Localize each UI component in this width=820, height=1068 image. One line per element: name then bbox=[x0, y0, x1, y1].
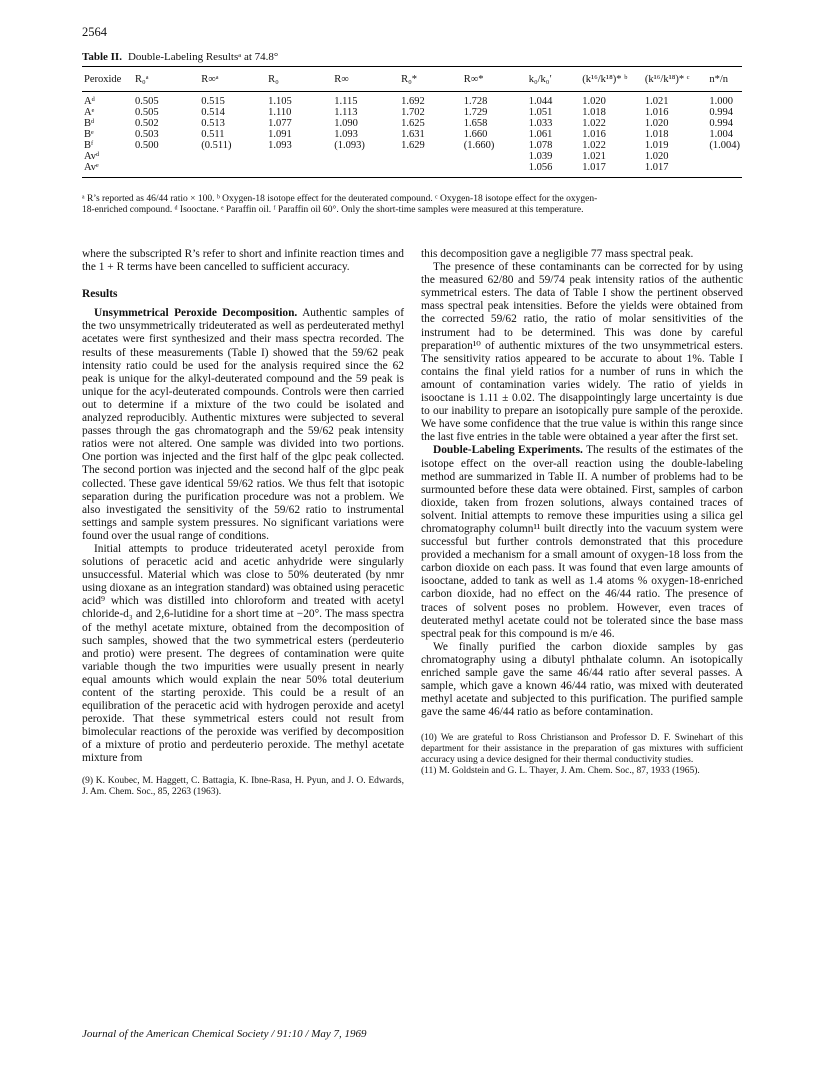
table-footnote: ᵃ R’s reported as 46/44 ratio × 100. ᵇ Oxygen-18 isotope effect for the deuterated compound. ᶜ Oxygen-18 isotope effect for the oxygen- bbox=[82, 194, 598, 204]
table-cell: 1.631 bbox=[401, 129, 425, 140]
reference-11: (11) M. Goldstein and G. L. Thayer, J. Am. Chem. Soc., 87, 1933 (1965). bbox=[421, 766, 700, 777]
table-cell: 0.515 bbox=[201, 96, 225, 107]
table-cell: 1.004 bbox=[709, 129, 733, 140]
table-cell bbox=[399, 162, 462, 178]
row-label: Aᵈ bbox=[84, 96, 95, 107]
table-cell: 0.500 bbox=[135, 140, 159, 151]
table-cell: 1.056 bbox=[527, 162, 580, 178]
row-label: Avᵉ bbox=[82, 162, 133, 178]
table-cell: 0.513 bbox=[201, 118, 225, 129]
table-cell: 1.020 bbox=[644, 151, 669, 162]
table-row bbox=[82, 140, 742, 151]
table-cell: 1.658 bbox=[463, 118, 488, 129]
col-header: R₀ bbox=[266, 67, 332, 92]
table-cell bbox=[133, 151, 199, 162]
table-cell: (0.511) bbox=[201, 140, 232, 151]
table-cell bbox=[332, 151, 399, 162]
table-cell: 1.044 bbox=[528, 96, 553, 107]
table-label: Table II. bbox=[82, 51, 122, 63]
table-cell bbox=[399, 151, 462, 162]
col-header: n*/n bbox=[707, 67, 742, 92]
paragraph: where the subscripted R’s refer to short and infinite reaction times and the 1 + R terms have been cancelled to sufficient accuracy. bbox=[82, 248, 404, 274]
row-label: Bᵈ bbox=[84, 118, 95, 129]
table-row bbox=[82, 162, 742, 178]
col-header: k₀/k₀′ bbox=[527, 67, 580, 92]
paragraph: Initial attempts to produce trideuterated acetyl peroxide from solutions of peracetic acid and acetic anhydride were singularly unsuccessful. Material which was close to 50% deuterated (by nmr using dioxane as an integration standard) was obtained using peracetic acid⁹ which was distilled into chloroform and treated with acetyl chloride-d₃ and 2,6-lutidine for a short time at −20°. The mass spectra of the methyl acetate mixture, obtained from the decomposition of such samples, showed that the two symmetrical esters (perdeuterio and protio) were present. The degrees of contamination were quite variable though the two impurities were usually present in nearly equal amounts which would explain the near 50% total deuterium content of the starting peroxide. This could be a result of an equilibration of the peracetic acid with hydrogen peroxide and acetyl peroxide. That these symmetrical esters could not result from bimolecular reactions of the peroxide was verified by decomposition of a mixture of protio and perdeuterio peroxide. The methyl acetate mixture from bbox=[82, 542, 404, 765]
table-cell: 0.503 bbox=[135, 129, 159, 140]
table-cell bbox=[707, 162, 742, 178]
double-labeling-table bbox=[82, 66, 742, 178]
table-row bbox=[82, 118, 742, 129]
table-cell bbox=[266, 162, 332, 178]
table-row bbox=[82, 92, 742, 108]
table-cell: 1.660 bbox=[463, 129, 488, 140]
table-cell: 1.629 bbox=[401, 140, 425, 151]
table-header-row bbox=[82, 67, 742, 92]
row-label: Avᵈ bbox=[84, 151, 100, 162]
table-cell: 1.105 bbox=[268, 96, 292, 107]
runin-heading: Unsymmetrical Peroxide Decomposition. bbox=[94, 307, 298, 320]
col-header: Peroxide bbox=[82, 67, 133, 92]
col-header: (k¹⁶/k¹⁸)* ᶜ bbox=[643, 67, 708, 92]
col-header: R∞* bbox=[462, 67, 527, 92]
table-cell: 0.994 bbox=[709, 118, 733, 129]
page-number: 2564 bbox=[82, 25, 107, 39]
table-cell: 1.061 bbox=[528, 129, 553, 140]
table-cell: 1.110 bbox=[268, 107, 292, 118]
table-row bbox=[82, 107, 742, 118]
table-cell: 1.077 bbox=[268, 118, 292, 129]
table-cell: 1.022 bbox=[582, 118, 606, 129]
table-cell: 1.017 bbox=[580, 162, 643, 178]
table-cell: 0.511 bbox=[201, 129, 225, 140]
table-cell: 1.625 bbox=[401, 118, 425, 129]
table-cell bbox=[332, 162, 399, 178]
table-cell: 1.702 bbox=[401, 107, 425, 118]
col-header: R₀* bbox=[399, 67, 462, 92]
table-cell bbox=[462, 151, 527, 162]
table-cell: 1.022 bbox=[582, 140, 606, 151]
reference-10: (10) We are grateful to Ross Christianson and Professor D. F. Swinehart of this department for their assistance in the preparation of gas mixtures with sufficient accuracy using a device designed for their thermal conductivity studies. bbox=[421, 733, 743, 766]
table-cell: 1.020 bbox=[644, 118, 669, 129]
table-cell bbox=[462, 162, 527, 178]
table-cell bbox=[199, 162, 266, 178]
paragraph-text: The results of the estimates of the isotope effect on the over-all reaction using the double-labeling method are summarized in Table II. A number of problems had to be surmounted before these data were obtained. First, samples of carbon dioxide, taken from frozen solutions, always contained traces of solvent. Initial attempts to remove these impurities using a silica gel chromatography column¹¹ built directly into the vacuum system were successful but further controls demonstrated that this procedure provided a mechanism for a small amount of oxygen-18 loss from the carbon dioxide on each pass. It was found that even large amounts of isooctane, added to tank as well as 1.4 atoms % oxygen-18-enriched carbon dioxide, had no effect on the 46/44 ratio. The presence of traces of solvent poses no problem. However, even traces of deuterated methyl acetate could not be tolerated since the base mass spectral peak for this compound is m/e 46. bbox=[421, 444, 743, 640]
table-cell: 1.039 bbox=[528, 151, 553, 162]
table-cell: 1.093 bbox=[334, 129, 358, 140]
table-cell: 1.000 bbox=[709, 96, 733, 107]
journal-footer: Journal of the American Chemical Society / 91:10 / May 7, 1969 bbox=[82, 1028, 367, 1040]
table-cell: (1.004) bbox=[709, 140, 740, 151]
table-cell: 1.692 bbox=[401, 96, 425, 107]
paragraph: The presence of these contaminants can be corrected for by using the measured 62/80 and 59/74 peak intensity ratios of the authentic symmetrical esters. The data of Table I show the pertinent observed mass spectral peak intensities. Before the yields were obtained from the corrected 59/62 ratio, the ratio of molar sensitivities of the instrument had to be determined. This was done by careful preparation¹⁰ of authentic mixtures of the two unsymmetrical esters. The sensitivity ratios appeared to be accurate to about 1%. Table I contains the final yield ratios for a number of runs in which the amount of contamination varies widely. The ratio of yields in isooctane is 1.11 ± 0.02. The disappointingly large uncertainty is due to our inability to prepare an isotopically pure sample of the peroxide. We have some confidence that the true value is within this range since the last five entries in the table were obtained a year after the first set. bbox=[421, 261, 743, 444]
table-cell: 1.113 bbox=[334, 107, 358, 118]
paragraph-text: Authentic samples of the two unsymmetrically trideuterated as well as perdeuterated methyl acetates were first synthesized and their mass spectra recorded. The results of these measurements (Table I) showed that the 59/62 peak intensity ratio could be used for the analysis required since the 62 peak is unique for the alkyl-deuterated compound and the 59 peak is unique for the acyl-deuterated compounds. Controls were then carried out to determine if a mixture of the two could be isolated and analyzed reproducibly. Authentic mixtures were subjected to several passes through the gas chromatograph and the 59/62 peak intensity ratios were not altered. One sample was divided into two portions. One portion was injected and the first half of the glpc peak collected. The second portion was injected and the second half of the glpc peak collected. These gave identical 59/62 ratios. We thus felt that isotopic separation during the purification procedure was not a problem. We also investigated the sensitivity of the 59/62 ratio to instrumental settings and sample system pressures. No significant variations were found over the usual range of conditions. bbox=[82, 307, 404, 542]
paragraph: We finally purified the carbon dioxide samples by gas chromatography using a dibutyl phthalate column. An isotopically enriched sample gave the same 46/44 ratio after several passes. A sample, which gave a known 46/44 ratio, was mixed with deuterated methyl acetate and subjected to this purification. The purified sample gave the same 46/44 ratio as before contamination. bbox=[421, 640, 743, 719]
table-cell: 1.019 bbox=[644, 140, 669, 151]
table-cell: 0.502 bbox=[135, 118, 159, 129]
table-footnote: 18-enriched compound. ᵈ Isooctane. ᵉ Paraffin oil. ᶠ Paraffin oil 60°. Only the short-time samples were measured at this temperature. bbox=[82, 205, 584, 215]
table-cell: 1.018 bbox=[582, 107, 606, 118]
table-cell: 1.729 bbox=[463, 107, 488, 118]
table-cell: 1.017 bbox=[643, 162, 708, 178]
table-cell: 0.514 bbox=[201, 107, 225, 118]
table-cell: 1.021 bbox=[644, 96, 669, 107]
table-cell: 1.016 bbox=[644, 107, 669, 118]
table-cell: 1.091 bbox=[268, 129, 292, 140]
table-title: Double-Labeling Resultsᵃ at 74.8° bbox=[127, 51, 279, 63]
paragraph bbox=[421, 444, 743, 640]
table-cell bbox=[133, 162, 199, 178]
table-cell: (1.660) bbox=[463, 140, 495, 151]
table-cell: 1.018 bbox=[644, 129, 669, 140]
table-cell: 1.078 bbox=[528, 140, 553, 151]
table-cell: 1.728 bbox=[463, 96, 488, 107]
col-header: R∞ᵃ bbox=[199, 67, 266, 92]
table-cell bbox=[707, 151, 742, 162]
paragraph bbox=[82, 307, 404, 543]
table-cell: 1.093 bbox=[268, 140, 292, 151]
reference-9: (9) K. Koubec, M. Haggett, C. Battagia, K. Ibne-Rasa, H. Pyun, and J. O. Edwards, J. Am. Chem. Soc., 85, 2263 (1963). bbox=[82, 775, 404, 797]
row-label: Bᵉ bbox=[84, 129, 94, 140]
table-cell: 1.016 bbox=[582, 129, 606, 140]
table-cell: 1.051 bbox=[528, 107, 553, 118]
col-header: R₀ᵃ bbox=[133, 67, 199, 92]
section-heading-results: Results bbox=[82, 288, 118, 301]
table-cell: 1.033 bbox=[528, 118, 553, 129]
right-column bbox=[421, 248, 743, 777]
table-footnotes bbox=[82, 194, 742, 216]
table-cell: 1.115 bbox=[334, 96, 358, 107]
table-cell bbox=[199, 151, 266, 162]
table-caption bbox=[82, 51, 278, 63]
runin-heading: Double-Labeling Experiments. bbox=[433, 444, 583, 457]
table-cell: 1.020 bbox=[582, 96, 606, 107]
col-header: R∞ bbox=[332, 67, 399, 92]
table-cell: 1.090 bbox=[334, 118, 358, 129]
table-row bbox=[82, 151, 742, 162]
row-label: Aᵉ bbox=[84, 107, 95, 118]
col-header: (k¹⁶/k¹⁸)* ᵇ bbox=[580, 67, 643, 92]
table-cell: 1.021 bbox=[582, 151, 606, 162]
table-cell bbox=[266, 151, 332, 162]
row-label: Bᶠ bbox=[84, 140, 94, 151]
table-cell: 0.505 bbox=[135, 96, 159, 107]
paragraph: this decomposition gave a negligible 77 mass spectral peak. bbox=[421, 248, 694, 260]
table-cell: 0.994 bbox=[709, 107, 733, 118]
table-cell: 0.505 bbox=[135, 107, 159, 118]
left-column bbox=[82, 248, 404, 798]
table-row bbox=[82, 129, 742, 140]
table-cell: (1.093) bbox=[334, 140, 365, 151]
